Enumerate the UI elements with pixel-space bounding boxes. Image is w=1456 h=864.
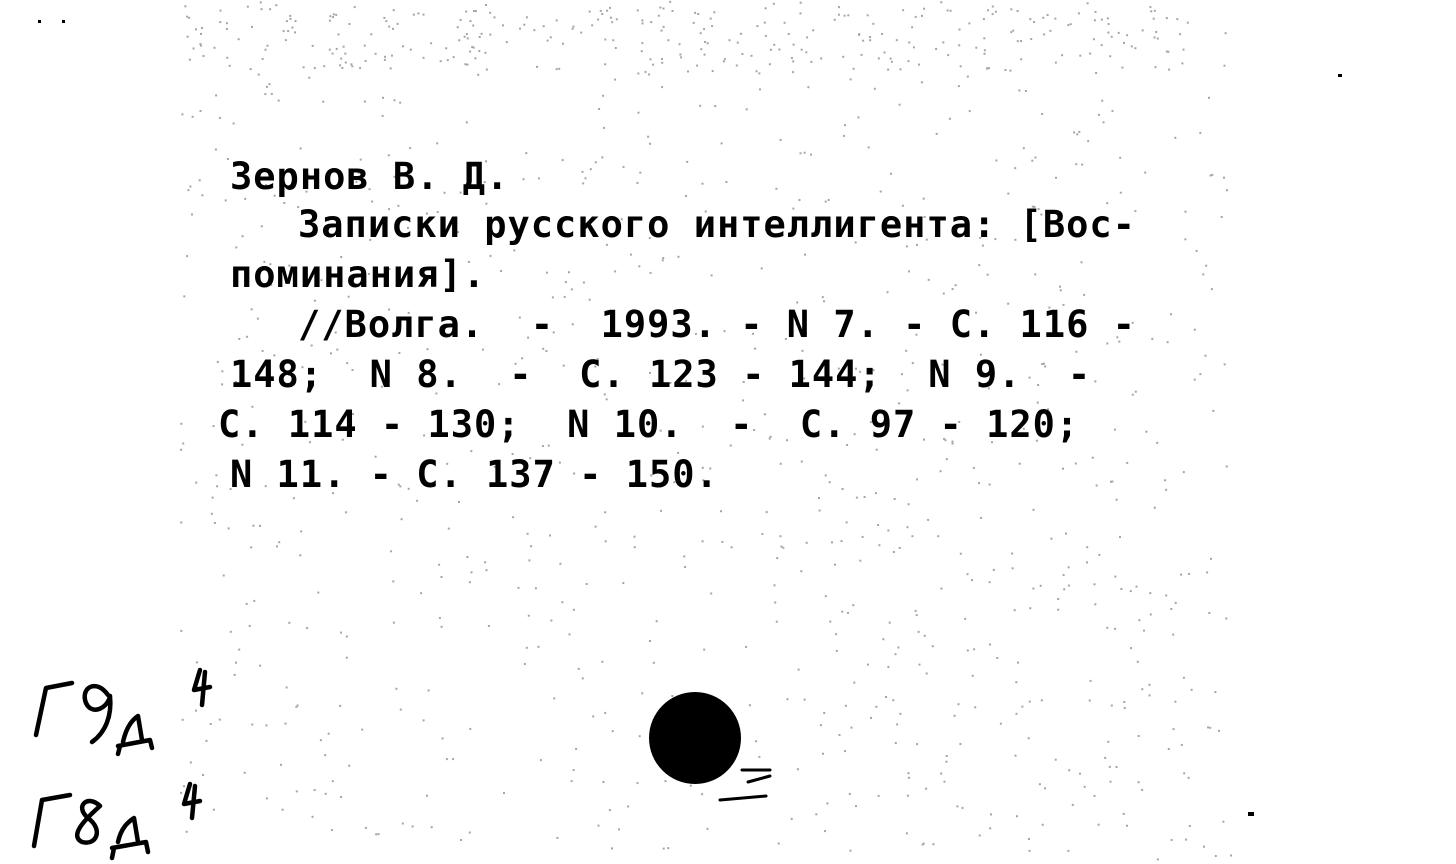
punch-hole <box>649 692 741 784</box>
card-source-line-4: N 11. - С. 137 - 150. <box>230 453 719 496</box>
card-source-line-1: //Волга. - 1993. - N 7. - С. 116 - <box>298 303 1136 346</box>
card-title-line-2: поминания]. <box>230 253 487 296</box>
card-author: Зернов В. Д. <box>230 155 510 198</box>
card-source-line-2: 148; N 8. - С. 123 - 144; N 9. - <box>230 353 1092 396</box>
shelfmark-2-drawing <box>34 784 200 858</box>
shelfmark-1-drawing <box>36 670 210 754</box>
card-source-line-3: С. 114 - 130; N 10. - С. 97 - 120; <box>218 403 1080 446</box>
card-title-line-1: Записки русского интеллигента: [Вос- <box>298 203 1136 246</box>
